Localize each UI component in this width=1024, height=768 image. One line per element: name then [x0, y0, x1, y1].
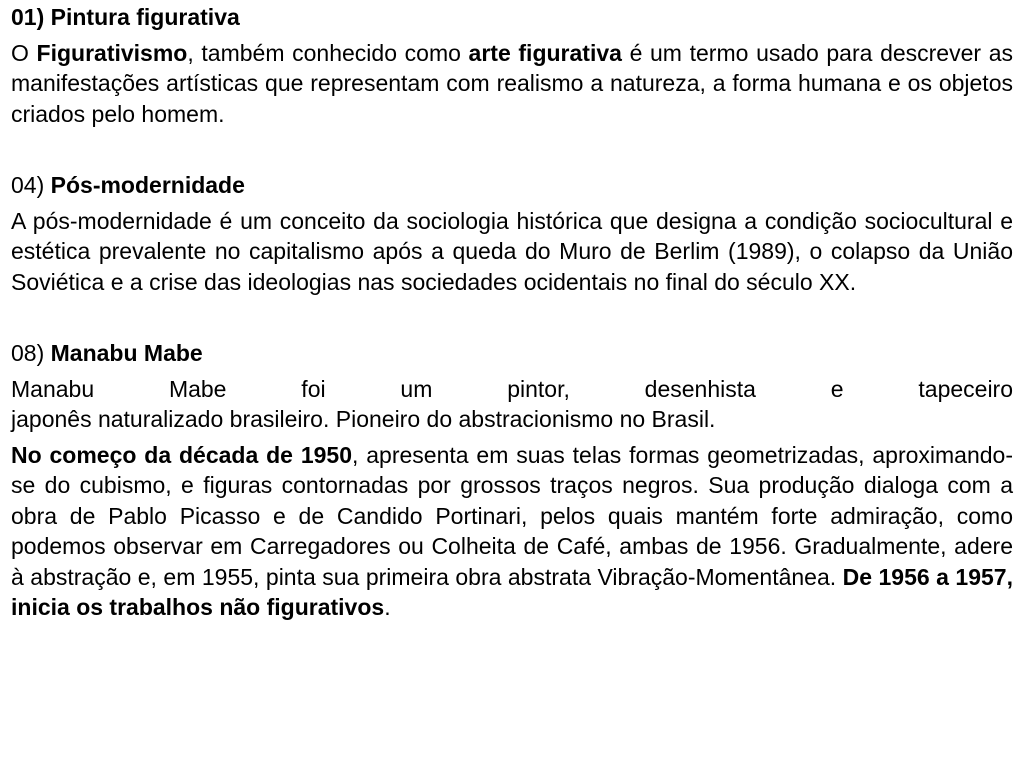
bold-phrase-decada-1950: No começo da década de 1950 [11, 441, 352, 468]
bold-term-arte-figurativa: arte figurativa [468, 39, 622, 66]
bold-term-figurativismo: Figurativismo [36, 39, 188, 66]
heading-text: 01) Pintura figurativa [11, 4, 240, 30]
paragraph-manabu-decada-1950 [11, 440, 1013, 623]
text-run: , também conhecido como [187, 39, 469, 66]
section-title: Pós-modernidade [50, 172, 245, 198]
document-page [11, 2, 1013, 623]
text-run: . [384, 594, 391, 620]
section-title: Manabu Mabe [50, 340, 203, 366]
section-heading-pintura-figurativa [11, 2, 1013, 33]
paragraph-manabu-intro-line2: japonês naturalizado brasileiro. Pioneiro do abstracionismo no Brasil. [11, 406, 716, 432]
bold-phrase-1956-1957: De 1956 a 1957, inicia os trabalhos não figurativos [11, 563, 1013, 620]
text-run: O [11, 39, 37, 66]
text-run: , apresenta em suas telas formas geometrizadas, aproximando-se do cubismo, e figuras contornadas por grossos traços negros. Sua produção dialoga com a obra de Pablo Picasso e de Candido Portinari, pelos quais mantém forte admiração, como podemos observar em Carregadores ou Colheita de Café, ambas de 1956. Gradualmente, adere à abstração e, em 1955, pinta sua primeira obra abstrata Vibração-Momentânea. [11, 441, 1013, 590]
text-run: é um termo usado para descrever as manifestações artísticas que representam com realismo a natureza, a forma humana e os objetos criados pelo homem. [11, 39, 1013, 127]
paragraph-figurativismo [11, 38, 1013, 130]
paragraph-manabu-intro-line1: Manabu Mabe foi um pintor, desenhista e tapeceiro [11, 375, 1013, 402]
section-number: 04) [11, 172, 51, 198]
section-heading-pos-modernidade [11, 170, 1013, 201]
paragraph-pos-modernidade: A pós-modernidade é um conceito da sociologia histórica que designa a condição sociocultural e estética prevalente no capitalismo após a queda do Muro de Berlim (1989), o colapso da União Soviética e a crise das ideologias nas sociedades ocidentais no final do século XX. [11, 207, 1013, 295]
section-heading-manabu-mabe [11, 338, 1013, 369]
section-number: 08) [11, 340, 51, 366]
